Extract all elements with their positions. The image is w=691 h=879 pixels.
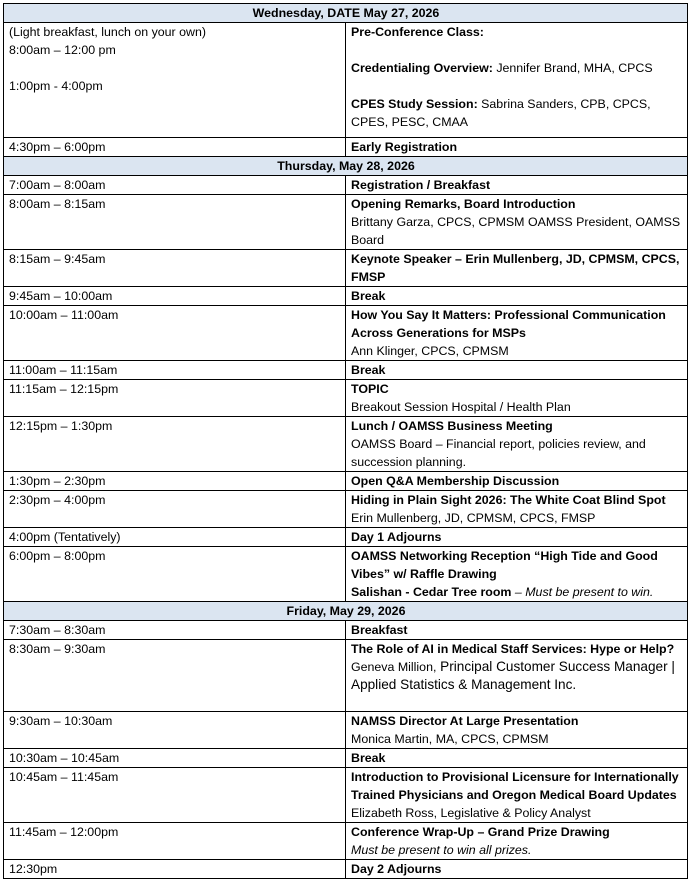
time-cell: 8:15am – 9:45am	[4, 250, 346, 287]
cpes-title: CPES Study Session:	[351, 97, 478, 111]
cred-speaker: Jennifer Brand, MHA, CPCS	[496, 61, 653, 75]
day-header-row	[4, 157, 688, 176]
table-row	[4, 23, 688, 138]
pre-class-title: Pre-Conference Class:	[351, 25, 484, 39]
session-cell	[346, 547, 688, 602]
table-row	[4, 380, 688, 417]
session-speaker: Monica Martin, MA, CPCS, CPMSM	[351, 732, 549, 746]
session-cell	[346, 712, 688, 749]
session-title: Introduction to Provisional Licensure for Internationally Trained Physicians and Oregon Medical Board Updates	[351, 770, 679, 802]
time-cell: 9:30am – 10:30am	[4, 712, 346, 749]
time-cell: 7:00am – 8:00am	[4, 176, 346, 195]
session-cell	[346, 23, 688, 138]
friday-header: Friday, May 29, 2026	[4, 602, 688, 621]
time-cell: 6:00pm – 8:00pm	[4, 547, 346, 602]
reception-note: – Must be present to win.	[511, 585, 654, 599]
day-header-row	[4, 602, 688, 621]
speaker-name: Geneva Million,	[351, 660, 437, 674]
time-cell: 11:15am – 12:15pm	[4, 380, 346, 417]
session-cell	[346, 195, 688, 250]
thursday-header: Thursday, May 28, 2026	[4, 157, 688, 176]
session-speaker: Erin Mullenberg, JD, CPMSM, CPCS, FMSP	[351, 511, 596, 525]
time-am: 8:00am – 12:00 pm	[9, 43, 116, 57]
table-row	[4, 749, 688, 768]
time-cell: 10:30am – 10:45am	[4, 749, 346, 768]
time-cell: 11:00am – 11:15am	[4, 361, 346, 380]
speaker-role: Principal Customer Success Manager | Applied Statistics & Management Inc.	[351, 659, 675, 692]
session-cell	[346, 768, 688, 823]
table-row	[4, 472, 688, 491]
session-cell	[346, 361, 688, 380]
session-title: The Role of AI in Medical Staff Services: Hype or Help?	[351, 642, 675, 656]
session-cell	[346, 823, 688, 860]
time-cell: 10:45am – 11:45am	[4, 768, 346, 823]
time-cell: 2:30pm – 4:00pm	[4, 491, 346, 528]
pre-note: (Light breakfast, lunch on your own)	[9, 25, 206, 39]
table-row	[4, 528, 688, 547]
time-cell: 8:00am – 8:15am	[4, 195, 346, 250]
table-row	[4, 361, 688, 380]
session-cell	[346, 380, 688, 417]
table-row	[4, 621, 688, 640]
session-cell	[346, 176, 688, 195]
table-row	[4, 306, 688, 361]
session-cell	[346, 306, 688, 361]
session-speaker: Ann Klinger, CPCS, CPMSM	[351, 344, 509, 358]
session-cell	[346, 250, 688, 287]
session-speaker: Breakout Session Hospital / Health Plan	[351, 400, 571, 414]
time-cell: 12:15pm – 1:30pm	[4, 417, 346, 472]
session-title: Break	[351, 363, 386, 377]
session-title: Early Registration	[346, 138, 688, 157]
table-row	[4, 287, 688, 306]
time-cell: 8:30am – 9:30am	[4, 640, 346, 712]
table-row	[4, 138, 688, 157]
time-cell: 7:30am – 8:30am	[4, 621, 346, 640]
table-row	[4, 712, 688, 749]
table-row	[4, 823, 688, 860]
session-title: Breakfast	[351, 623, 408, 637]
time-pm: 1:00pm - 4:00pm	[9, 79, 103, 93]
session-cell	[346, 287, 688, 306]
session-cell	[346, 621, 688, 640]
day-header-row	[4, 4, 688, 23]
table-row	[4, 547, 688, 602]
table-row	[4, 195, 688, 250]
time-cell: 1:30pm – 2:30pm	[4, 472, 346, 491]
session-title: Hiding in Plain Sight 2026: The White Coat Blind Spot	[351, 493, 666, 507]
table-row	[4, 640, 688, 712]
session-note: Must be present to win all prizes.	[351, 843, 532, 857]
table-row	[4, 860, 688, 879]
session-title: Break	[351, 289, 386, 303]
time-cell: 12:30pm	[4, 860, 346, 879]
schedule-table	[3, 3, 688, 879]
session-cell	[346, 491, 688, 528]
table-row	[4, 250, 688, 287]
cred-title: Credentialing Overview:	[351, 61, 493, 75]
session-title: Day 2 Adjourns	[351, 862, 442, 876]
reception-location: Salishan - Cedar Tree room	[351, 585, 512, 599]
time-cell: 9:45am – 10:00am	[4, 287, 346, 306]
table-row	[4, 417, 688, 472]
session-cell	[346, 640, 688, 712]
time-cell: 4:30pm – 6:00pm	[4, 138, 346, 157]
time-cell: 4:00pm (Tentatively)	[4, 528, 346, 547]
session-title: Conference Wrap-Up – Grand Prize Drawing	[351, 825, 610, 839]
cpes-speaker: Sabrina Sanders, CPB, CPCS, CPES, PESC, CMAA	[351, 97, 651, 129]
session-title: Opening Remarks, Board Introduction	[351, 197, 576, 211]
session-title: Lunch / OAMSS Business Meeting	[351, 419, 553, 433]
session-cell	[346, 417, 688, 472]
wednesday-header: Wednesday, DATE May 27, 2026	[4, 4, 688, 23]
session-title: Keynote Speaker – Erin Mullenberg, JD, CPMSM, CPCS, FMSP	[351, 252, 680, 284]
session-cell	[346, 528, 688, 547]
session-speaker: Elizabeth Ross, Legislative & Policy Analyst	[351, 806, 591, 820]
session-title: OAMSS Networking Reception “High Tide and Good Vibes” w/ Raffle Drawing	[351, 549, 658, 581]
session-title: Registration / Breakfast	[351, 178, 491, 192]
time-cell: 11:45am – 12:00pm	[4, 823, 346, 860]
time-cell	[4, 23, 346, 138]
time-cell: 10:00am – 11:00am	[4, 306, 346, 361]
table-row	[4, 768, 688, 823]
session-cell	[346, 472, 688, 491]
session-title: How You Say It Matters: Professional Communication Across Generations for MSPs	[351, 308, 666, 340]
session-title: Break	[351, 751, 386, 765]
session-title: Day 1 Adjourns	[351, 530, 442, 544]
table-row	[4, 491, 688, 528]
session-title: Open Q&A Membership Discussion	[351, 474, 560, 488]
session-cell	[346, 860, 688, 879]
session-title: NAMSS Director At Large Presentation	[351, 714, 579, 728]
session-cell	[346, 749, 688, 768]
session-speaker: Brittany Garza, CPCS, CPMSM OAMSS President, OAMSS Board	[351, 215, 681, 247]
session-speaker: OAMSS Board – Financial report, policies review, and succession planning.	[351, 437, 646, 469]
session-title: TOPIC	[351, 382, 389, 396]
table-row	[4, 176, 688, 195]
